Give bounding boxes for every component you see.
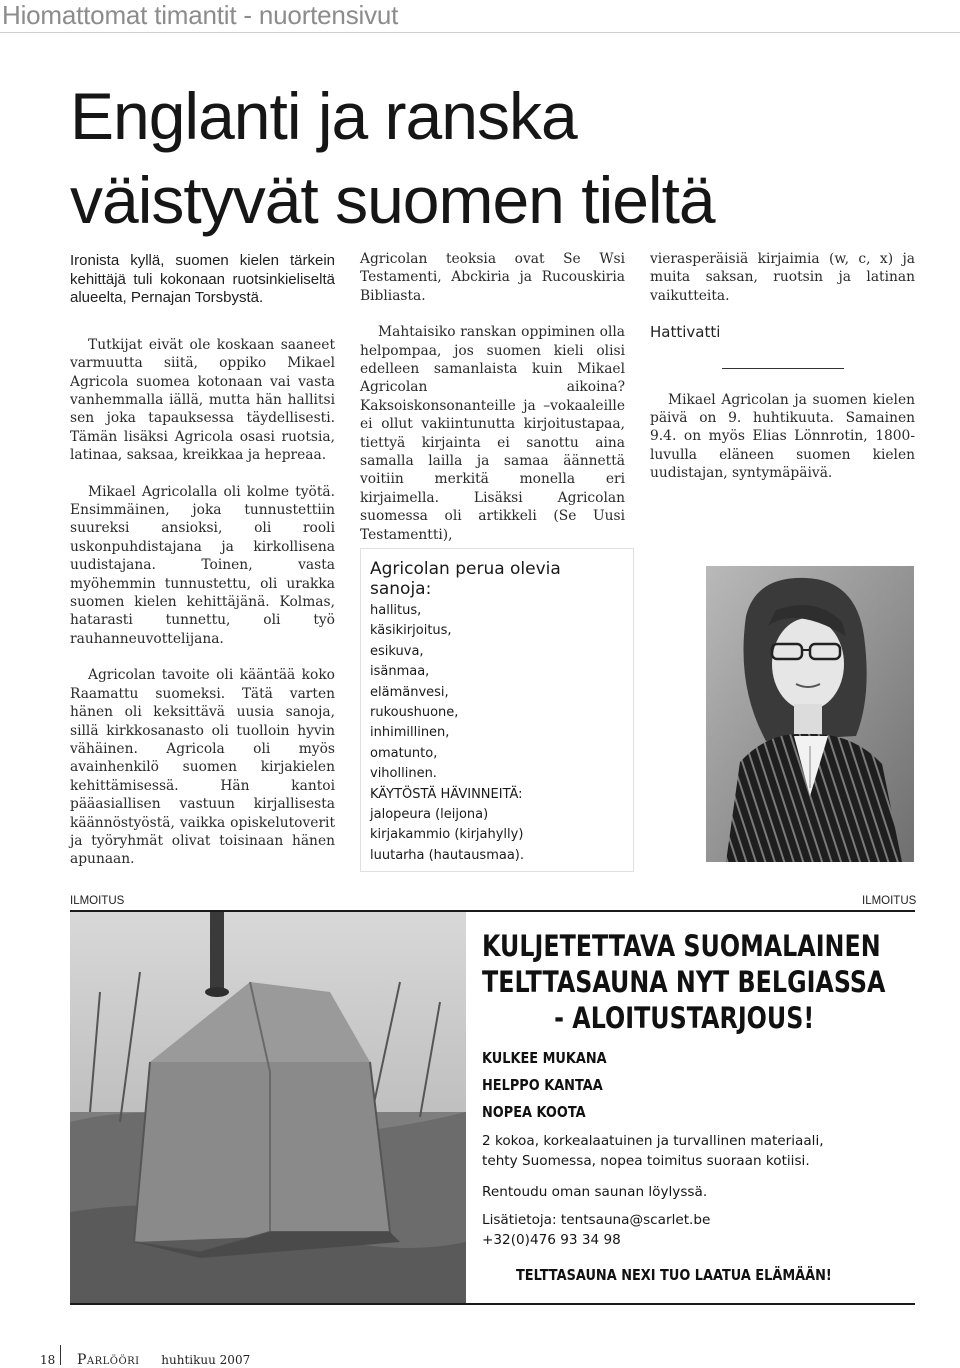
list-item: elämänvesi, xyxy=(370,684,449,700)
word-list xyxy=(370,601,524,866)
ad-label-right: ILMOITUS xyxy=(862,895,917,907)
list-item: luutarha (hautausmaa). xyxy=(370,847,525,863)
ad-title-line-1: KULJETETTAVA SUOMALAINEN xyxy=(482,929,881,963)
page-number: 18 xyxy=(40,1353,56,1367)
divider xyxy=(722,368,844,369)
paragraph: Agricolan teoksia ovat Se Wsi Testamenti, Abckiria ja Rucouskiria Bibliasta. xyxy=(360,251,625,304)
word-list-box xyxy=(360,548,634,872)
ad-title-line-3: - ALOITUSTARJOUS! xyxy=(554,1001,815,1035)
ad-title-line-2: TELTTASAUNA NYT BELGIASSA xyxy=(482,965,886,999)
list-item: KULKEE MUKANA xyxy=(482,1049,607,1067)
box-title: Agricolan perua olevia sanoja: xyxy=(370,559,561,599)
list-item: rukoushuone, xyxy=(370,705,459,721)
ad-description xyxy=(482,1131,824,1171)
list-item: hallitus, xyxy=(370,603,422,618)
list-item: vihollinen. xyxy=(370,766,437,782)
ad-feature-list xyxy=(482,1045,607,1126)
ad-text-line: tehty Suomessa, nopea toimitus suoraan kotiisi. xyxy=(482,1153,810,1169)
ad-contact xyxy=(482,1210,710,1250)
list-item: kirjakammio (kirjahylly) xyxy=(370,827,524,843)
article-column-3 xyxy=(650,250,915,501)
paragraph: vierasperäisiä kirjaimia (w, c, x) ja muita saksan, ruotsin ja latinan vaikutteita. xyxy=(650,251,915,304)
article-column-2 xyxy=(360,250,625,562)
list-item: HELPPO KANTAA xyxy=(482,1076,603,1094)
ad-slogan: Rentoudu oman saunan löylyssä. xyxy=(482,1184,708,1200)
list-item: isänmaa, xyxy=(370,664,430,680)
article-lead: Ironista kyllä, suomen kielen tärkein kehittäjä tuli kokonaan ruotsinkieliseltä alueelta, Pernajan Torsbystä. xyxy=(70,252,335,307)
portrait-image xyxy=(706,566,914,862)
ad-footer: TELTTASAUNA NEXI TUO LAATUA ELÄMÄÄN! xyxy=(516,1266,832,1284)
list-item: inhimillinen, xyxy=(370,725,450,741)
paragraph: Mikael Agricolan ja suomen kielen päivä on 9. huhtikuuta. Samainen 9.4. on myös Elias Lönnrotin, 1800-luvulla eläneen suomen kielen uudistajan, syntymäpäivä. xyxy=(650,391,915,482)
list-item: jalopeura (leijona) xyxy=(370,807,489,823)
paragraph: Mikael Agricolalla oli kolme työtä. Ensimmäinen, joka tunnustettiin suureksi ansioksi, oli rooli uskonpuhdistajana ja kirkollisena uudistajana. Toinen, vasta myöhemmin tunnustettu, oli urakka suomen kielen kehittäjänä. Kolmas, hatarasti tunnettu, oli työ rauhanneuvottelijana. xyxy=(70,483,335,647)
headline-line-2: väistyvät suomen tieltä xyxy=(70,163,715,237)
magazine-name: Parlööri xyxy=(76,1352,140,1368)
ad-title xyxy=(482,928,886,1036)
paragraph: Mahtaisiko ranskan oppiminen olla helpompaa, jos suomen kieli olisi edelleen samanlaista kuin Mikael Agricolan aikoina? Kaksoiskonsonanteille ja –vokaaleille ei ollut vakiintunutta kirjoitustapaa, tiettyä kirjainta ei sanottu aina samalla lailla ja samaa äännettä voitiin merkitä monella eri kirjaimella. Lisäksi Agricolan suomessa oli artikkeli (Se Uusi Testamentti), xyxy=(360,324,625,543)
list-item: käsikirjoitus, xyxy=(370,623,452,639)
tent-sauna-photo xyxy=(70,912,466,1303)
page-footer xyxy=(40,1352,250,1368)
article-headline xyxy=(70,74,930,242)
contact-phone: +32(0)476 93 34 98 xyxy=(482,1232,621,1248)
paragraph: Tutkijat eivät ole koskaan saaneet varmuutta siitä, oppiko Mikael Agricola suomea kotonaan vai vasta vanhemmalla iällä, mutta hän hallitsi sen joka tapauksessa täydellisesti. Tämän lisäksi Agricola osasi ruotsia, latinaa, saksaa, kreikkaa ja hepreaa. xyxy=(70,336,335,464)
list-item: esikuva, xyxy=(370,643,424,659)
ad-text-line: 2 kokoa, korkealaatuinen ja turvallinen materiaali, xyxy=(482,1133,824,1149)
author-signature: Hattivatti xyxy=(650,323,721,342)
list-item: omatunto, xyxy=(370,745,438,761)
tent-image xyxy=(70,912,466,1303)
list-item: NOPEA KOOTA xyxy=(482,1103,586,1121)
paragraph: Agricolan tavoite oli kääntää koko Raamattu suomeksi. Tätä varten hänen oli keksittävä uusia sanoja, sillä kirkkosanasto oli tuolloin hyvin vähäinen. Agricola oli myös avainhenkilö suomen kirjakielen kehittämisessä. Hän kantoi pääasiallisen vastuun kirjallisesta käännöstyöstä, vaikka opiskelutoverit ja työryhmät olivat toisinaan hänen apunaan. xyxy=(70,667,335,868)
headline-line-1: Englanti ja ranska xyxy=(70,79,577,153)
list-item: KÄYTÖSTÄ HÄVINNEITÄ: xyxy=(370,786,523,802)
article-column-1 xyxy=(70,252,335,887)
ad-label-left: ILMOITUS xyxy=(70,895,125,907)
issue-date: huhtikuu 2007 xyxy=(161,1353,251,1367)
author-photo xyxy=(706,566,914,862)
ad-bottom-rule xyxy=(70,1303,915,1305)
contact-email: Lisätietoja: tentsauna@scarlet.be xyxy=(482,1212,711,1228)
section-header xyxy=(0,0,960,33)
section-title: Hiomattomat timantit - nuortensivut xyxy=(2,0,399,30)
